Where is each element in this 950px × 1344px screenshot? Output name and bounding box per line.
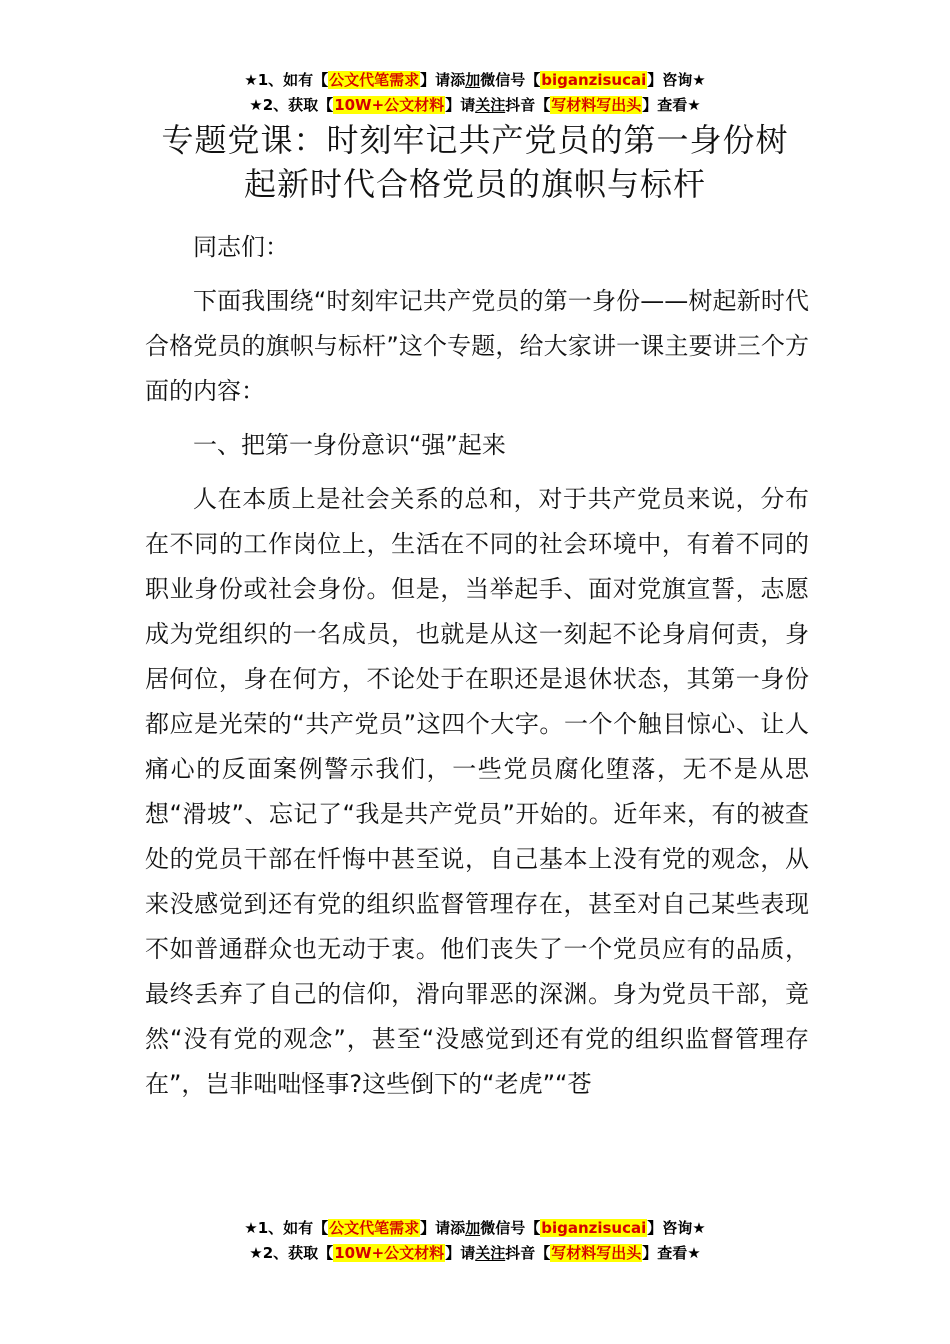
banner-highlight: 公文代笔需求 — [329, 1219, 420, 1237]
bottom-banner — [0, 1216, 950, 1266]
banner-text: ★2、获取【 — [249, 1244, 334, 1262]
banner-underlined: 加 — [465, 1219, 481, 1237]
banner-highlight: 10W+公文材料 — [334, 1244, 445, 1262]
banner-wechat-id: biganzisucai — [541, 71, 647, 89]
banner-text: 】请 — [445, 1244, 476, 1262]
banner-douyin-id: 写材料写出头 — [551, 96, 642, 114]
banner-text: 】咨询★ — [647, 1219, 706, 1237]
paragraph-intro: 下面我围绕“时刻牢记共产党员的第一身份——树起新时代合格党员的旗帜与标杆”这个专题，给大家讲一课主要讲三个方面的内容： — [145, 287, 809, 405]
title-line-1: 专题党课：时刻牢记共产党员的第一身份树 — [161, 121, 789, 159]
document-title — [0, 118, 950, 206]
banner-text: 微信号【 — [480, 71, 541, 89]
banner-line-2 — [0, 93, 950, 118]
banner-text: 】咨询★ — [647, 71, 706, 89]
banner-text: 微信号【 — [480, 1219, 541, 1237]
top-banner — [0, 68, 950, 118]
banner-line-1 — [0, 1216, 950, 1241]
banner-line-2 — [0, 1241, 950, 1266]
banner-text: ★1、如有【 — [244, 71, 329, 89]
banner-highlight: 公文代笔需求 — [329, 71, 420, 89]
banner-line-1 — [0, 68, 950, 93]
section-heading: 一、把第一身份意识“强”起来 — [193, 431, 506, 459]
banner-highlight: 10W+公文材料 — [334, 96, 445, 114]
banner-text: 】请添 — [420, 71, 466, 89]
banner-text: 】请 — [445, 96, 476, 114]
banner-text: ★2、获取【 — [249, 96, 334, 114]
banner-underlined: 关注 — [475, 96, 506, 114]
paragraph-body: 人在本质上是社会关系的总和，对于共产党员来说，分布在不同的工作岗位上，生活在不同的社会环境中，有着不同的职业身份或社会身份。但是，当举起手、面对党旗宣誓，志愿成为党组织的一名成员，也就是从这一刻起不论身肩何责，身居何位，身在何方，不论处于在职还是退休状态，其第一身份都应是光荣的“共产党员”这四个大字。一个个触目惊心、让人痛心的反面案例警示我们，一些党员腐化堕落，无不是从思想“滑坡”、忘记了“我是共产党员”开始的。近年来，有的被查处的党员干部在忏悔中甚至说，自己基本上没有党的观念，从来没感觉到还有党的组织监督管理存在，甚至对自己某些表现不如普通群众也无动于衷。他们丧失了一个党员应有的品质，最终丢弃了自己的信仰，滑向罪恶的深渊。身为党员干部，竟然“没有党的观念”，甚至“没感觉到还有党的组织监督管理存在”，岂非咄咄怪事?这些倒下的“老虎”“苍 — [145, 485, 809, 1098]
title-line-2: 起新时代合格党员的旗帜与标杆 — [243, 165, 706, 203]
salutation: 同志们： — [193, 233, 289, 261]
banner-text: 】查看★ — [642, 1244, 701, 1262]
banner-wechat-id: biganzisucai — [541, 1219, 647, 1237]
document-body — [145, 225, 809, 1107]
banner-douyin-id: 写材料写出头 — [551, 1244, 642, 1262]
banner-text: 】查看★ — [642, 96, 701, 114]
banner-underlined: 加 — [465, 71, 481, 89]
banner-text: 抖音【 — [505, 96, 551, 114]
banner-text: 抖音【 — [505, 1244, 551, 1262]
banner-text: 】请添 — [420, 1219, 466, 1237]
banner-text: ★1、如有【 — [244, 1219, 329, 1237]
banner-underlined: 关注 — [475, 1244, 506, 1262]
